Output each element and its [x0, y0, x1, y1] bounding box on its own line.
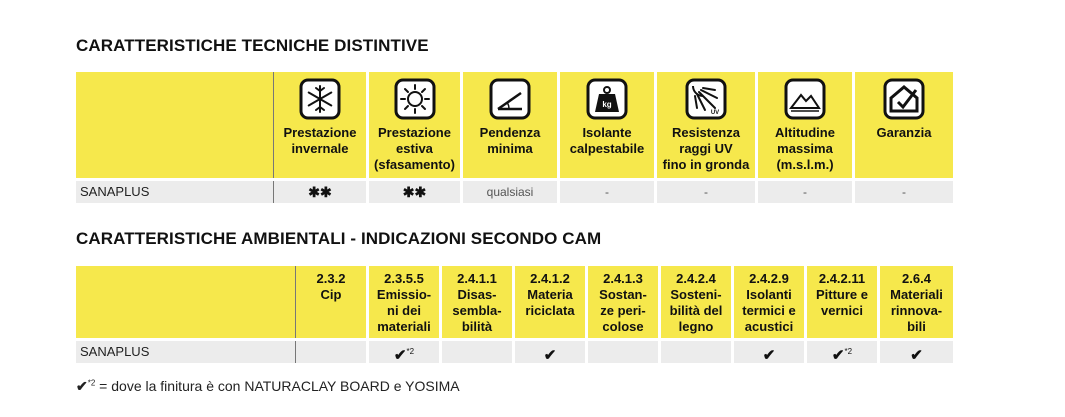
- header-walkable-label: Isolante calpestabile: [569, 125, 645, 156]
- snowflake-icon: [299, 78, 341, 120]
- technical-table: [76, 72, 953, 203]
- cam-code: 2.4.2.4: [676, 271, 716, 286]
- cam-code: 2.4.1.3: [603, 271, 643, 286]
- footnote-text: = dove la finitura è con NATURACLAY BOARD e YOSIMA: [95, 378, 460, 394]
- header-winter: [274, 72, 369, 178]
- footnote: [76, 378, 460, 395]
- value-uv: -: [657, 181, 758, 203]
- technical-header-row: [76, 72, 953, 178]
- header-altitude-label: Altitudine massima (m.s.l.m.): [775, 125, 835, 172]
- environmental-table: [76, 266, 953, 363]
- cam-value: [296, 341, 369, 363]
- cam-label: Pitture e vernici: [815, 287, 868, 318]
- header-summer-label: Prestazione estiva (sfasamento): [374, 125, 455, 172]
- cam-value: [442, 341, 515, 363]
- header-warranty-label: Garanzia: [876, 125, 932, 140]
- warranty-house-icon: [883, 78, 925, 120]
- footnote-ref: *2: [87, 378, 96, 388]
- cam-value: [369, 341, 442, 363]
- header-slope-label: Pendenza minima: [479, 125, 541, 156]
- cam-label: Sosteni- bilità del legno: [669, 287, 723, 334]
- check-icon: ✔: [762, 347, 776, 364]
- cam-value: [880, 341, 953, 363]
- row-product-name: SANAPLUS: [76, 181, 274, 203]
- cam-code: 2.4.1.2: [530, 271, 570, 286]
- cam-label: Cip: [320, 287, 342, 302]
- cam-code: 2.6.4: [902, 271, 931, 286]
- cam-code: 2.3.2: [316, 271, 346, 286]
- cam-code: 2.4.2.9: [749, 271, 789, 286]
- cam-code: 2.4.2.11: [818, 271, 866, 286]
- value-slope: qualsiasi: [463, 181, 560, 203]
- header-cam-col: [296, 266, 369, 338]
- footnote-ref: *2: [844, 347, 853, 356]
- header-cam-col: [880, 266, 953, 338]
- cam-value: [807, 341, 880, 363]
- cam-label: Disas- sembla- bilità: [452, 287, 502, 334]
- header-slope: [463, 72, 560, 178]
- header-empty-cell: [76, 266, 296, 338]
- check-icon: ✔: [910, 347, 923, 364]
- footnote-ref: *2: [406, 347, 415, 356]
- cam-label: Sostan- ze peri- colose: [599, 287, 647, 334]
- cam-code: 2.3.5.5: [384, 271, 424, 286]
- value-winter: ✱✱: [274, 181, 369, 203]
- environmental-data-row: [76, 341, 953, 363]
- cam-value: [588, 341, 661, 363]
- header-uv-label: Resistenza raggi UV fino in gronda: [662, 125, 750, 172]
- slope-icon: [489, 78, 531, 120]
- uv-rays-icon: [685, 78, 727, 120]
- value-summer: ✱✱: [369, 181, 463, 203]
- technical-data-row: [76, 181, 953, 203]
- cam-value: [734, 341, 807, 363]
- header-cam-col: [369, 266, 442, 338]
- cam-label: Materiali rinnova- bili: [890, 287, 943, 334]
- cam-value: [661, 341, 734, 363]
- cam-label: Materia riciclata: [525, 287, 575, 318]
- sun-icon: [394, 78, 436, 120]
- header-cam-col: [661, 266, 734, 338]
- header-cam-col: [442, 266, 515, 338]
- cam-value: [515, 341, 588, 363]
- check-icon: ✔: [76, 378, 88, 394]
- weight-kg-icon: [586, 78, 628, 120]
- header-empty-cell: [76, 72, 274, 178]
- section-title-technical: CARATTERISTICHE TECNICHE DISTINTIVE: [76, 36, 429, 55]
- header-summer: [369, 72, 463, 178]
- cam-label: Isolanti termici e acustici: [742, 287, 796, 334]
- cam-label: Emissio- ni dei materiali: [376, 287, 432, 334]
- cam-code: 2.4.1.1: [457, 271, 497, 286]
- value-walkable: -: [560, 181, 657, 203]
- header-altitude: [758, 72, 855, 178]
- header-walkable: [560, 72, 657, 178]
- row-product-name: SANAPLUS: [76, 341, 296, 363]
- check-icon: ✔: [543, 347, 557, 364]
- check-icon: ✔: [831, 347, 845, 364]
- header-cam-col: [515, 266, 588, 338]
- header-cam-col: [734, 266, 807, 338]
- header-cam-col: [588, 266, 661, 338]
- header-winter-label: Prestazione invernale: [283, 125, 357, 156]
- header-warranty: [855, 72, 953, 178]
- check-icon: ✔: [393, 347, 407, 364]
- header-cam-col: [807, 266, 880, 338]
- mountain-icon: [784, 78, 826, 120]
- environmental-header-row: [76, 266, 953, 338]
- section-title-environmental: CARATTERISTICHE AMBIENTALI - INDICAZIONI SECONDO CAM: [76, 229, 602, 248]
- value-altitude: -: [758, 181, 855, 203]
- value-warranty: -: [902, 185, 906, 199]
- svg-text:UV: UV: [710, 110, 720, 116]
- svg-text:kg: kg: [602, 100, 612, 109]
- header-uv: [657, 72, 758, 178]
